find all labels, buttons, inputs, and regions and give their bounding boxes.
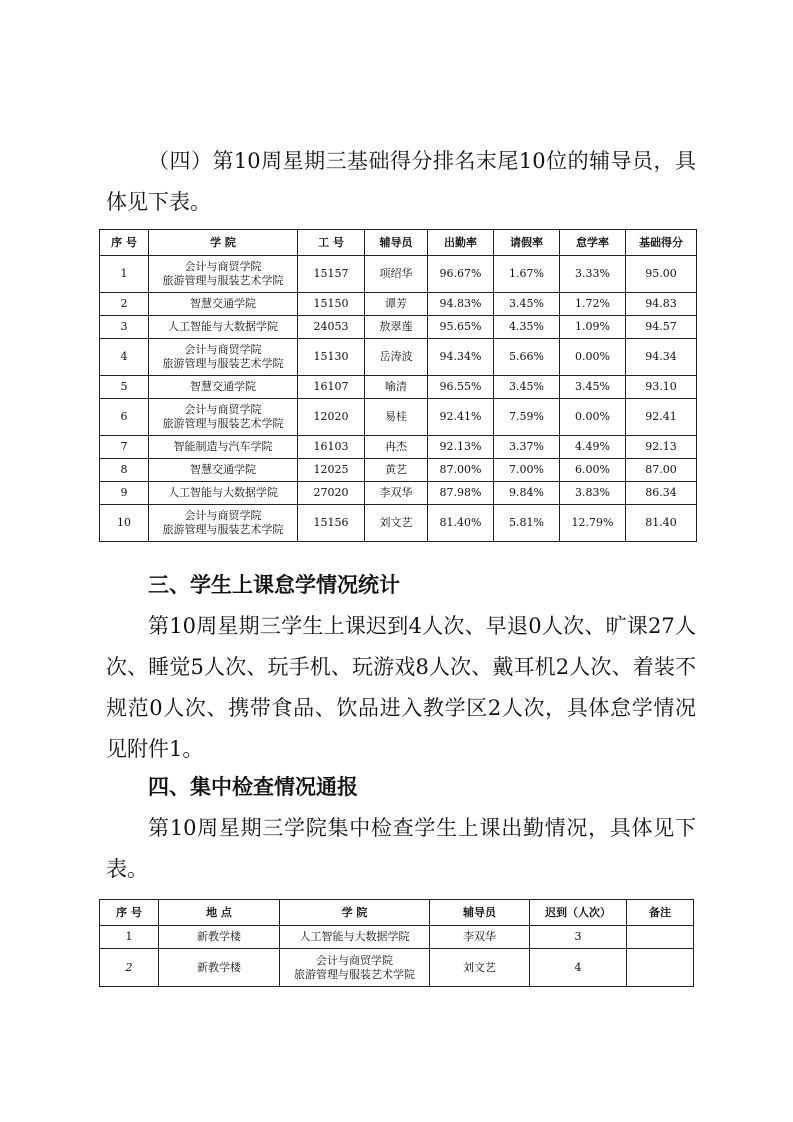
cell-no: 7: [100, 436, 149, 459]
cell-no: 1: [100, 926, 159, 949]
cell-college: [149, 339, 298, 376]
cell-attendance: 87.98%: [428, 482, 494, 505]
cell-id: 16107: [298, 376, 365, 399]
section3-heading: 三、学生上课怠学情况统计: [148, 573, 400, 597]
cell-leave: 5.66%: [494, 339, 560, 376]
cell-college: [149, 459, 298, 482]
cell-counselor: 李双华: [430, 926, 530, 949]
table-row: [100, 293, 697, 316]
college-line: 旅游管理与服装艺术学院: [294, 967, 415, 981]
header-counselor: 辅导员: [365, 230, 428, 256]
cell-attendance: 95.65%: [428, 316, 494, 339]
cell-no: 2: [100, 293, 149, 316]
cell-no: 1: [100, 256, 149, 293]
college-line: 人工智能与大数据学院: [168, 320, 278, 333]
header-no: 序 号: [100, 900, 159, 926]
college-line: 智慧交通学院: [190, 380, 256, 393]
cell-attendance: 92.13%: [428, 436, 494, 459]
cell-truancy: 3.83%: [560, 482, 626, 505]
table-row: [100, 339, 697, 376]
cell-counselor: 易桂: [365, 399, 428, 436]
inspection-table: [99, 899, 694, 987]
cell-id: 12025: [298, 459, 365, 482]
cell-no: 9: [100, 482, 149, 505]
cell-note: [627, 926, 694, 949]
cell-late: 4: [530, 949, 627, 987]
intro-paragraph: （四）第10周星期三基础得分排名末尾10位的辅导员，具体见下表。: [106, 149, 696, 214]
college-line: 会计与商贸学院: [316, 953, 393, 967]
college-line: 智能制造与汽车学院: [173, 440, 273, 453]
table-row: [100, 482, 697, 505]
table-row: [100, 459, 697, 482]
cell-college: [149, 256, 298, 293]
cell-score: 94.34: [626, 339, 697, 376]
cell-college: [149, 436, 298, 459]
cell-score: 87.00: [626, 459, 697, 482]
college-line: 人工智能与大数据学院: [168, 486, 278, 499]
cell-id: 15130: [298, 339, 365, 376]
cell-truancy: 1.72%: [560, 293, 626, 316]
cell-college: [149, 293, 298, 316]
cell-attendance: 96.55%: [428, 376, 494, 399]
cell-truancy: 3.45%: [560, 376, 626, 399]
cell-no: 2: [100, 949, 159, 987]
table-row: [100, 436, 697, 459]
cell-leave: 3.37%: [494, 436, 560, 459]
header-id: 工 号: [298, 230, 365, 256]
cell-id: 12020: [298, 399, 365, 436]
table-row: [100, 376, 697, 399]
cell-college: [280, 949, 430, 987]
table-row: [100, 926, 694, 949]
cell-leave: 9.84%: [494, 482, 560, 505]
cell-location: 新教学楼: [159, 949, 280, 987]
header-college: 学 院: [280, 900, 430, 926]
cell-counselor: 项绍华: [365, 256, 428, 293]
college-line: 会计与商贸学院: [184, 343, 262, 356]
cell-note: [627, 949, 694, 987]
cell-no: 8: [100, 459, 149, 482]
cell-college: [280, 926, 430, 949]
table-header-row: [100, 900, 694, 926]
header-truancy: 怠学率: [560, 230, 626, 256]
table-row: [100, 949, 694, 987]
cell-leave: 5.81%: [494, 505, 560, 542]
cell-truancy: 12.79%: [560, 505, 626, 542]
cell-late: 3: [530, 926, 627, 949]
cell-college: [149, 399, 298, 436]
college-line: 智慧交通学院: [190, 463, 256, 476]
cell-id: 15156: [298, 505, 365, 542]
header-late: 迟到（人次）: [530, 900, 627, 926]
cell-score: 92.13: [626, 436, 697, 459]
cell-score: 86.34: [626, 482, 697, 505]
cell-counselor: 刘文艺: [430, 949, 530, 987]
table-row: [100, 256, 697, 293]
cell-counselor: 谭芳: [365, 293, 428, 316]
cell-counselor: 喻清: [365, 376, 428, 399]
cell-truancy: 0.00%: [560, 339, 626, 376]
cell-no: 6: [100, 399, 149, 436]
cell-college: [149, 316, 298, 339]
counselor-ranking-table: [99, 229, 697, 542]
cell-counselor: 岳涛波: [365, 339, 428, 376]
cell-leave: 7.00%: [494, 459, 560, 482]
cell-counselor: 李双华: [365, 482, 428, 505]
cell-leave: 7.59%: [494, 399, 560, 436]
cell-id: 24053: [298, 316, 365, 339]
cell-attendance: 81.40%: [428, 505, 494, 542]
cell-score: 92.41: [626, 399, 697, 436]
cell-counselor: 冉杰: [365, 436, 428, 459]
cell-leave: 4.35%: [494, 316, 560, 339]
cell-score: 94.83: [626, 293, 697, 316]
header-attendance: 出勤率: [428, 230, 494, 256]
cell-college: [149, 482, 298, 505]
college-line: 旅游管理与服装艺术学院: [162, 274, 284, 287]
cell-score: 94.57: [626, 316, 697, 339]
section4-paragraph: 第10周星期三学院集中检查学生上课出勤情况，具体见下表。: [106, 816, 696, 881]
cell-counselor: 刘文艺: [365, 505, 428, 542]
cell-attendance: 96.67%: [428, 256, 494, 293]
cell-id: 15150: [298, 293, 365, 316]
college-line: 智慧交通学院: [190, 297, 256, 310]
header-counselor: 辅导员: [430, 900, 530, 926]
cell-id: 16103: [298, 436, 365, 459]
cell-truancy: 3.33%: [560, 256, 626, 293]
cell-college: [149, 505, 298, 542]
cell-truancy: 6.00%: [560, 459, 626, 482]
cell-score: 81.40: [626, 505, 697, 542]
cell-no: 5: [100, 376, 149, 399]
cell-counselor: 敖翠莲: [365, 316, 428, 339]
table-row: [100, 399, 697, 436]
section4-heading: 四、集中检查情况通报: [148, 775, 358, 799]
college-line: 旅游管理与服装艺术学院: [162, 523, 284, 536]
cell-id: 27020: [298, 482, 365, 505]
cell-leave: 3.45%: [494, 376, 560, 399]
cell-no: 10: [100, 505, 149, 542]
cell-truancy: 1.09%: [560, 316, 626, 339]
college-line: 旅游管理与服装艺术学院: [162, 357, 284, 370]
college-line: 会计与商贸学院: [184, 260, 262, 273]
cell-attendance: 94.34%: [428, 339, 494, 376]
header-score: 基础得分: [626, 230, 697, 256]
cell-leave: 3.45%: [494, 293, 560, 316]
cell-attendance: 94.83%: [428, 293, 494, 316]
table-row: [100, 316, 697, 339]
cell-no: 4: [100, 339, 149, 376]
cell-truancy: 4.49%: [560, 436, 626, 459]
header-leave: 请假率: [494, 230, 560, 256]
table-header-row: [100, 230, 697, 256]
header-note: 备注: [627, 900, 694, 926]
cell-score: 93.10: [626, 376, 697, 399]
header-location: 地 点: [159, 900, 280, 926]
cell-college: [149, 376, 298, 399]
header-college: 学 院: [149, 230, 298, 256]
cell-location: 新教学楼: [159, 926, 280, 949]
college-line: 旅游管理与服装艺术学院: [162, 417, 284, 430]
cell-score: 95.00: [626, 256, 697, 293]
table-row: [100, 505, 697, 542]
cell-leave: 1.67%: [494, 256, 560, 293]
cell-id: 15157: [298, 256, 365, 293]
cell-no: 3: [100, 316, 149, 339]
cell-attendance: 92.41%: [428, 399, 494, 436]
college-line: 会计与商贸学院: [184, 403, 262, 416]
section3-paragraph: 第10周星期三学生上课迟到4人次、早退0人次、旷课27人次、睡觉5人次、玩手机、玩游戏8人次、戴耳机2人次、着装不规范0人次、携带食品、饮品进入教学区2人次，具体怠学情况见附件1。: [106, 614, 696, 761]
cell-truancy: 0.00%: [560, 399, 626, 436]
cell-attendance: 87.00%: [428, 459, 494, 482]
cell-counselor: 黄艺: [365, 459, 428, 482]
college-line: 会计与商贸学院: [184, 509, 262, 522]
college-line: 人工智能与大数据学院: [299, 930, 410, 943]
header-no: 序 号: [100, 230, 149, 256]
